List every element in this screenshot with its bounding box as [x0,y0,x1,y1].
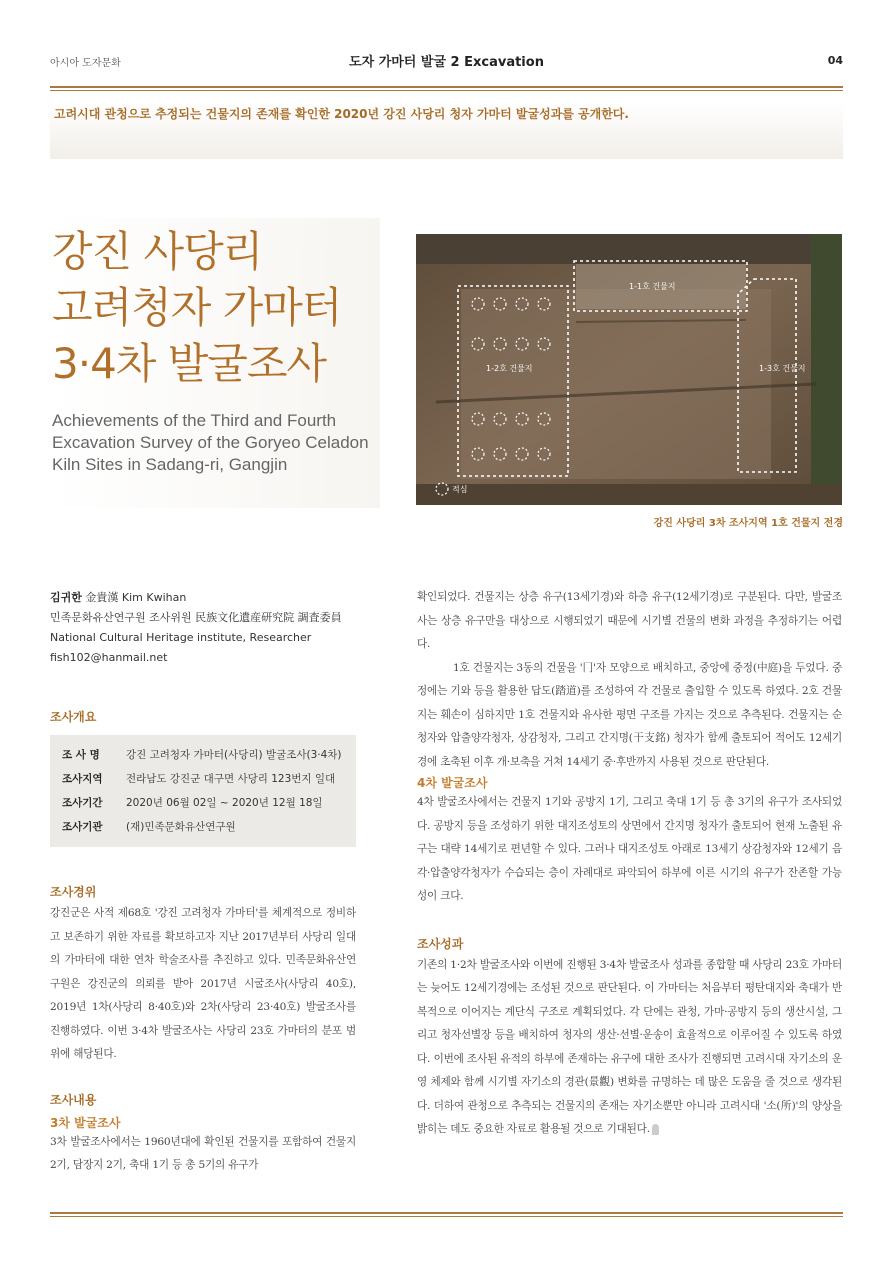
overview-heading: 조사개요 [50,710,97,724]
title-line: 강진 사당리 [52,227,263,276]
title-line: 고려청자 가마터 [52,283,342,332]
overview-key: 조사지역 [62,773,103,785]
overview-row [62,815,356,839]
article-title-korean [52,224,341,392]
legend-foundation-stone: 적심 [452,485,468,494]
overview-value: (재)민족문화유산연구원 [126,821,236,833]
footer-rule-thin [50,1216,843,1217]
overview-key: 조 사 명 [62,749,100,761]
label-building-1-3: 1-3호 건물지 [759,364,806,373]
overview-key: 조사기관 [62,821,103,833]
title-en-line: Excavation Survey of the Goryeo Celadon [52,433,369,452]
author-name-rest: 金貴漢 Kim Kwihan [85,591,187,604]
left-column [50,588,356,1178]
excavation-3-paragraph-start: 3차 발굴조사에서는 1960년대에 확인된 건물지를 포함하여 건물지 2기, 담장지 2기, 축대 1기 등 총 5기의 유구가 [50,1135,356,1171]
excavation-3-paragraph-2: 1호 건물지는 3동의 건물을 '冂'자 모양으로 배치하고, 중앙에 중정(中庭)을 두었다. 중정에는 기와 등을 활용한 답도(踏道)를 조성하여 각 건물로 출입할 수 있도록 하였다. 2호 건물지는 훼손이 심하지만 1호 건물지와 유사한 평면 구조를 가지는 것으로 추측된다. 건물지는 순청자와 압출양각청자, 상감청자, 그리고 간지명(干支銘) 청자가 함께 출토되어 적어도 12세기경에 초축된 이후 개·보축을 거쳐 14세기 중·후반까지 사용된 것으로 판단된다. [417,661,842,768]
overview-value: 강진 고려청자 가마터(사당리) 발굴조사(3·4차) [126,749,342,761]
excavation-4-paragraph: 4차 발굴조사에서는 건물지 1기와 공방지 1기, 그리고 축대 1기 등 총 3기의 유구가 조사되었다. 공방지 등을 조성하기 위한 대지조성토의 상면에서 간지명 청자가 출토되어 현재 노출된 유구는 대략 14세기로 편년할 수 있다. 그러나 대지조성토 아래로 13세기 상감청자와 12세기 음각·압출양각청자가 수습되는 층이 자례대로 파악되어 하부에 이른 시기의 유구가 잔존할 가능성이 크다. [417,796,842,902]
overview-key: 조사기간 [62,797,103,809]
aerial-photo-drawing [416,234,842,505]
label-building-1-2: 1-2호 건물지 [486,364,533,373]
overview-table [50,735,356,847]
footer-rule [50,1212,843,1214]
history-heading: 조사경위 [50,885,97,899]
title-en-line: Kiln Sites in Sadang-ri, Gangjin [52,455,288,474]
title-line: 3·4차 발굴조사 [52,339,327,388]
page-header [50,48,843,78]
author-affiliation-en: National Cultural Heritage institute, Researcher [50,631,312,644]
overview-row [62,791,356,815]
overview-row [62,767,356,791]
header-rule-thin [50,90,843,91]
excavation-3-paragraph-cont: 확인되었다. 건물지는 상층 유구(13세기경)와 하층 유구(12세기경)로 구분된다. 다만, 발굴조사는 상층 유구만을 대상으로 시행되었기 때문에 시기별 건물의 변화 과정을 추정하기는 어렵다. [417,591,842,650]
label-building-1-1: 1-1호 건물지 [629,282,676,291]
author-block [50,588,356,668]
article-title-english [52,410,369,476]
header-rule [50,86,843,88]
right-column [417,586,842,1142]
overview-value: 전라남도 강진군 대구면 사당리 123번지 일대 [126,773,336,785]
lead-banner [50,101,843,159]
end-mark-icon [652,1124,659,1135]
page-number: 04 [827,54,843,67]
aerial-photo [416,234,842,505]
results-text: 기존의 1·2차 발굴조사와 이번에 진행된 3·4차 발굴조사 성과를 종합할 때 사당리 23호 가마터는 늦어도 12세기경에는 조성된 것으로 판단된다. 이 가마터는 처음부터 평탄대지와 축대가 반복적으로 이어지는 계단식 구조로 계획되었다. 각 단에는 관청, 가마·공방지 등의 생산시설, 그리고 청자선별장 등을 배치하여 청자의 생산·선별·운송이 효율적으로 이루어질 수 있도록 하였다. 이번에 조사된 유적의 하부에 존재하는 유구에 대한 조사가 진행되면 고려시대 자기소의 운영 체제와 함께 시기별 자기소의 경관(景觀) 변화를 규명하는 데 많은 도움을 줄 것으로 생각된다. 더하여 관청으로 추측되는 건물지의 존재는 자기소뿐만 아니라 고려시대 '소(所)'의 양상을 밝히는 데도 중요한 자료로 활용될 것으로 기대된다. [417,958,842,1135]
publication-name: 아시아 도자문화 [50,58,121,69]
lead-text: 고려시대 관청으로 추정되는 건물지의 존재를 확인한 2020년 강진 사당리 청자 가마터 발굴성과를 공개한다. [54,107,629,121]
author-name: 김귀한 [50,591,82,604]
author-email: fish102@hanmail.net [50,651,168,664]
results-paragraph [417,954,842,1142]
author-affiliation-ko: 민족문화유산연구원 조사위원 民族文化遺産研究院 調査委員 [50,611,342,624]
content-heading: 조사내용 [50,1092,97,1107]
section-title: 도자 가마터 발굴 2 Excavation [349,55,544,70]
history-paragraph: 강진군은 사적 제68호 '강진 고려청자 가마터'를 체계적으로 정비하고 보존하기 위한 자료를 확보하고자 지난 2017년부터 사당리 일대의 가마터에 대한 연차 학술조사를 추진하고 있다. 민족문화유산연구원은 강진군의 의뢰를 받아 2017년 시굴조사(사당리 40호), 2019년 1차(사당리 8·40호)와 2차(사당리 23·40호) 발굴조사를 진행하였다. 이번 3·4차 발굴조사는 사당리 23호 가마터의 분포 범위에 해당된다. [50,907,356,1060]
excavation-4-heading: 4차 발굴조사 [417,776,488,790]
results-heading: 조사성과 [417,936,464,951]
overview-value: 2020년 06월 02일 ~ 2020년 12월 18일 [126,797,323,809]
title-en-line: Achievements of the Third and Fourth [52,411,337,430]
photo-caption: 강진 사당리 3차 조사지역 1호 건물지 전경 [653,518,843,529]
excavation-3-heading: 3차 발굴조사 [50,1115,121,1130]
overview-row [62,743,356,767]
